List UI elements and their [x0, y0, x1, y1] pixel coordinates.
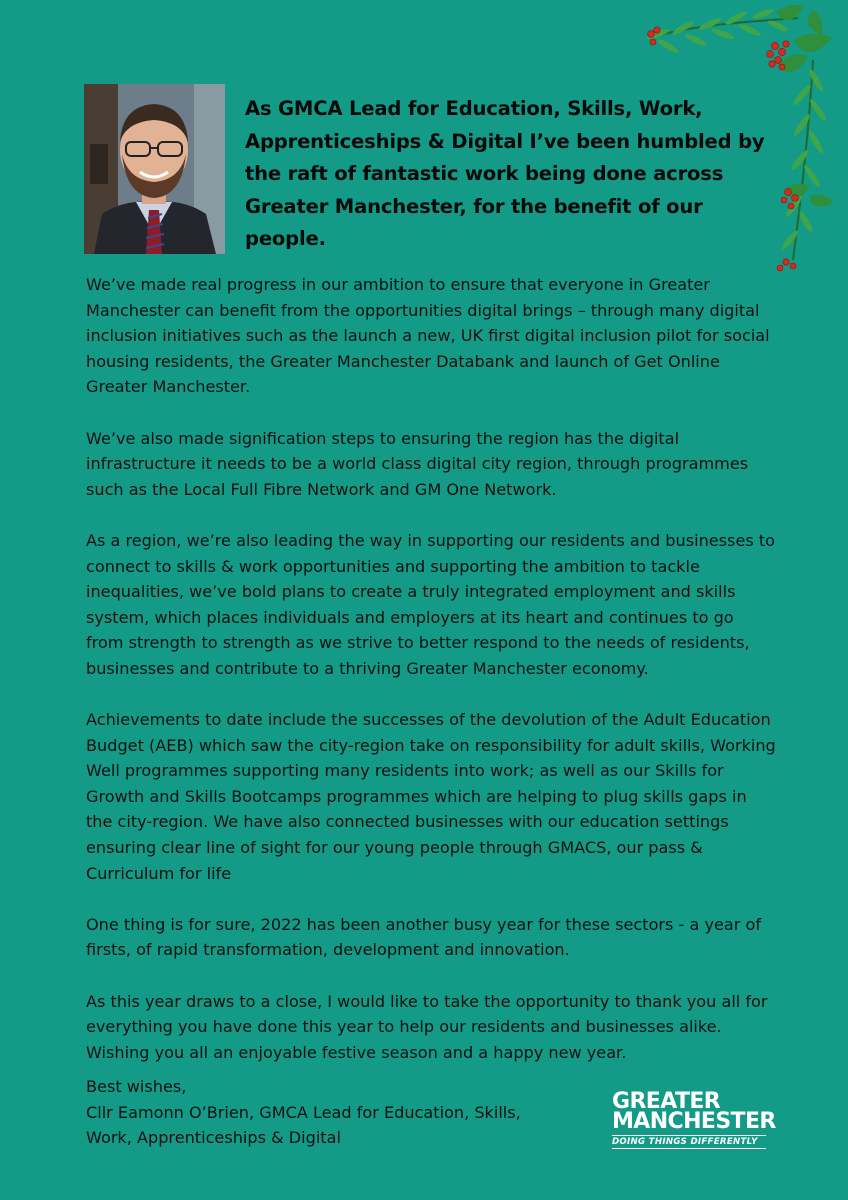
paragraph: As a region, we’re also leading the way in supporting our residents and businesses to connect to skills & work opportunities and supporting the ambition to tackle inequalities, we’ve bold plans to create a truly integrated employment and skills system, which places individuals and employers at its heart and continues to go from strength to strength as we strive to better respond to the needs of residents, businesses and contribute to a thriving Greater Manchester economy. — [86, 530, 776, 678]
paragraph: We’ve also made signification steps to ensuring the region has the digital infrastructure it needs to be a world class digital city region, through programmes such as the Local Full Fibre Network and GM One Network. — [86, 428, 749, 499]
logo-tagline: DOING THINGS DIFFERENTLY — [612, 1135, 766, 1149]
signoff — [86, 1074, 606, 1151]
portrait-photo — [84, 84, 225, 254]
paragraph: One thing is for sure, 2022 has been another busy year for these sectors - a year of firsts, of rapid transformation, development and innovation. — [86, 914, 761, 960]
greater-manchester-logo — [612, 1089, 776, 1149]
paragraph: As this year draws to a close, I would like to take the opportunity to thank you all for everything you have done this year to help our residents and businesses alike. Wishing you all an enjoyable festive season and a happy new year. — [86, 991, 768, 1062]
paragraph: We’ve made real progress in our ambition to ensure that everyone in Greater Manchester can benefit from the opportunities digital brings – through many digital inclusion initiatives such as the launch a new, UK first digital inclusion pilot for social housing residents, the Greater Manchester Databank and launch of Get Online Greater Manchester. — [86, 275, 770, 397]
headline: As GMCA Lead for Education, Skills, Work, Apprenticeships & Digital I’ve been humbled by the raft of fantastic work being done across Greater Manchester, for the benefit of our people. — [245, 97, 765, 251]
logo-line-manchester: MANCHESTER — [612, 1109, 776, 1134]
signoff-name: Cllr Eamonn O’Brien, GMCA Lead for Education, Skills, — [86, 1102, 521, 1122]
paragraph: Achievements to date include the successes of the devolution of the Adult Education Budget (AEB) which saw the city-region take on responsibility for adult skills, Working Well programmes supporting many residents into work; as well as our Skills for Growth and Skills Bootcamps programmes which are helping to plug skills gaps in the city-region. We have also connected businesses with our education settings ensuring clear line of sight for our young people through GMACS, our pass & Curriculum for life — [86, 710, 776, 883]
logo-line-greater: GREATER — [612, 1089, 721, 1114]
signoff-greeting: Best wishes, — [86, 1077, 187, 1096]
signoff-title: Work, Apprenticeships & Digital — [86, 1128, 341, 1147]
letter-body — [86, 272, 776, 1091]
